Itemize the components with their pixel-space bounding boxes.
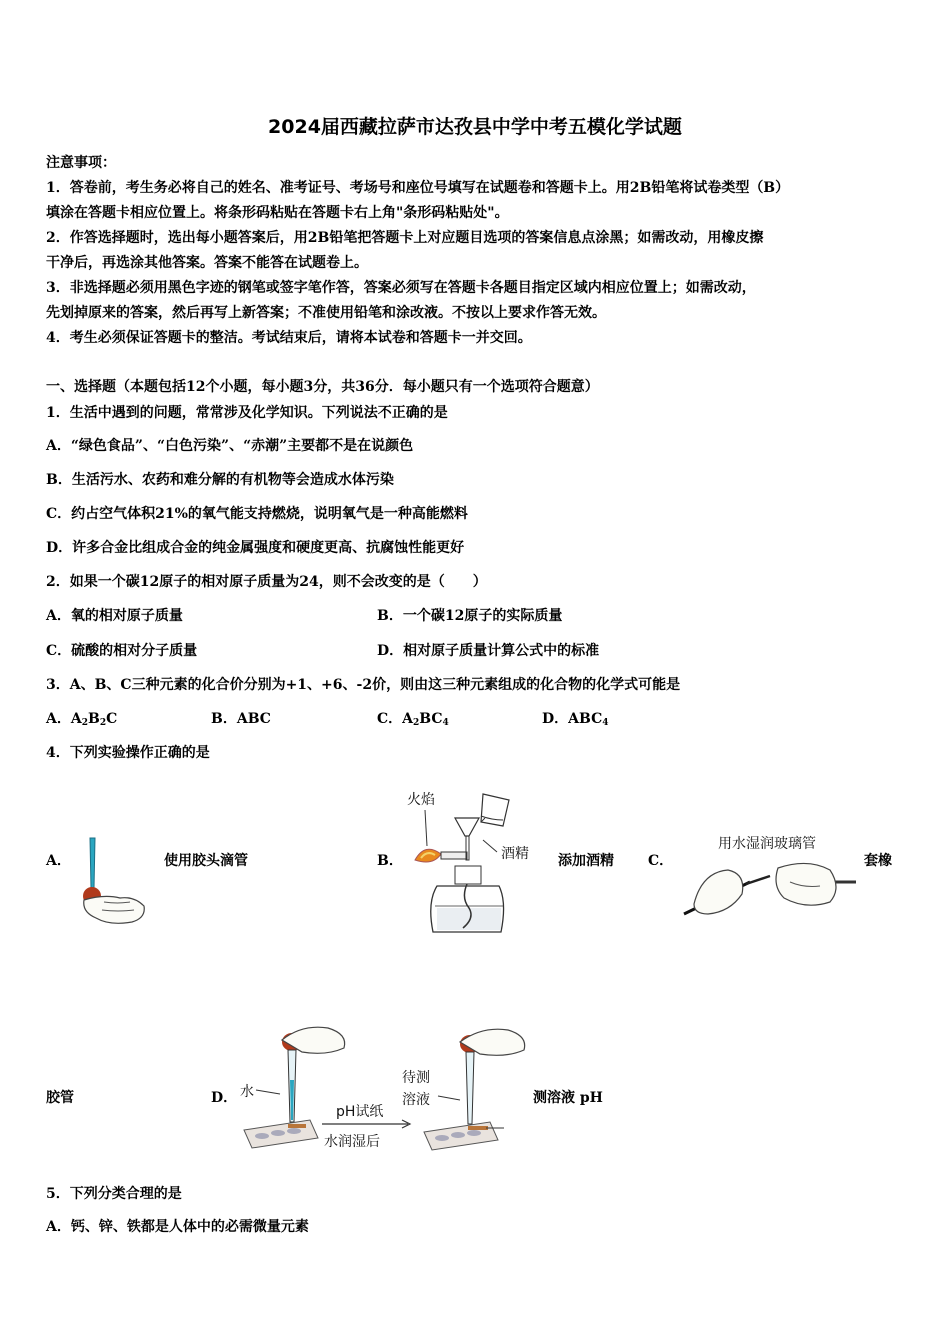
- flame-label: 火焰: [407, 792, 435, 808]
- q2-option-b[interactable]: B．一个碳12原子的实际质量: [377, 608, 563, 624]
- q1-option-b[interactable]: B．生活污水、农药和难分解的有机物等会造成水体污染: [46, 472, 394, 488]
- q4-option-b-label[interactable]: B．: [377, 853, 403, 869]
- q1-stem: 1．生活中遇到的问题，常常涉及化学知识。下列说法不正确的是: [46, 405, 448, 421]
- q1-option-c[interactable]: C．约占空气体积21%的氧气能支持燃烧，说明氧气是一种高能燃料: [46, 506, 468, 522]
- q2-option-c[interactable]: C．硫酸的相对分子质量: [46, 643, 198, 659]
- q3-option-d[interactable]: D．$ABC_4$: [542, 711, 609, 728]
- notice-line-7: 4．考生必须保证答题卡的整洁。考试结束后，请将本试卷和答题卡一并交回。: [46, 330, 532, 346]
- wet-tube-label: 用水湿润玻璃管: [718, 836, 816, 852]
- ph-test-figure: [232, 1020, 532, 1160]
- page-title: 2024届西藏拉萨市达孜县中学中考五模化学试题: [268, 116, 682, 138]
- q1-option-a[interactable]: A．“绿色食品”、“白色污染”、“赤潮”主要都不是在说颜色: [46, 438, 414, 454]
- notice-line-5: 3．非选择题必须用黑色字迹的钢笔或签字笔作答，答案必须写在答题卡各题目指定区域内相应位置上；如需改动，: [46, 280, 756, 296]
- q5-stem: 5．下列分类合理的是: [46, 1186, 182, 1202]
- q4-option-c-text-end: 套橡: [864, 853, 892, 869]
- notice-line-4: 干净后，再选涂其他答案。答案不能答在试题卷上。: [46, 255, 368, 271]
- section-heading: 一、选择题（本题包括12个小题，每小题3分，共36分．每小题只有一个选项符合题意）: [46, 379, 599, 395]
- q2-stem: 2．如果一个碳12原子的相对原子质量为24，则不会改变的是（ ）: [46, 574, 487, 590]
- notice-line-6: 先划掉原来的答案，然后再写上新答案；不准使用铅笔和涂改液。不按以上要求作答无效。: [46, 305, 606, 321]
- q2-option-a[interactable]: A．氧的相对原子质量: [46, 608, 183, 624]
- water-label: 水: [240, 1084, 254, 1100]
- q4-option-d-text: 测溶液 pH: [533, 1090, 603, 1106]
- notice-line-1: 1．答卷前，考生务必将自己的姓名、准考证号、考场号和座位号填写在试题卷和答题卡上。用2B铅笔将试卷类型（B）: [46, 180, 790, 196]
- ph-paper-label: pH试纸: [336, 1104, 384, 1120]
- alcohol-label: 酒精: [501, 846, 529, 862]
- q4-option-c-label[interactable]: C．: [648, 853, 674, 869]
- test-solution-label-2: 溶液: [402, 1092, 430, 1108]
- q3-option-a[interactable]: A．$A_2B_2C$: [46, 711, 118, 728]
- dropper-hand-figure: [74, 832, 150, 928]
- notice-line-3: 2．作答选择题时，选出每小题答案后，用2B铅笔把答题卡上对应题目选项的答案信息点涂黑；如需改动，用橡皮擦: [46, 230, 764, 246]
- q4-option-a-text: 使用胶头滴管: [164, 853, 248, 869]
- q4-stem: 4．下列实验操作正确的是: [46, 745, 210, 761]
- q5-option-a[interactable]: A．钙、锌、铁都是人体中的必需微量元素: [46, 1219, 309, 1235]
- alcohol-lamp-figure: [397, 782, 547, 942]
- notice-heading: 注意事项：: [46, 155, 116, 171]
- wet-after-label: 水润湿后: [324, 1134, 380, 1150]
- q4-option-c-text-continued: 胶管: [46, 1090, 74, 1106]
- q3-stem: 3．A、B、C三种元素的化合价分别为+1、+6、-2价，则由这三种元素组成的化合物的化学式可能是: [46, 677, 681, 693]
- q4-option-b-text: 添加酒精: [558, 853, 614, 869]
- q2-option-d[interactable]: D．相对原子质量计算公式中的标准: [377, 643, 600, 659]
- q1-option-d[interactable]: D．许多合金比组成合金的纯金属强度和硬度更高、抗腐蚀性能更好: [46, 540, 465, 556]
- q4-option-d-label[interactable]: D．: [211, 1090, 238, 1106]
- notice-line-2: 填涂在答题卡相应位置上。将条形码粘贴在答题卡右上角"条形码粘贴处"。: [46, 205, 509, 221]
- q4-option-a-label[interactable]: A．: [46, 853, 71, 869]
- q3-option-b[interactable]: B．ABC: [211, 711, 271, 727]
- glass-tube-figure: [680, 828, 865, 924]
- q3-option-c[interactable]: C．$A_2BC_4$: [377, 711, 449, 728]
- test-solution-label-1: 待测: [402, 1070, 430, 1086]
